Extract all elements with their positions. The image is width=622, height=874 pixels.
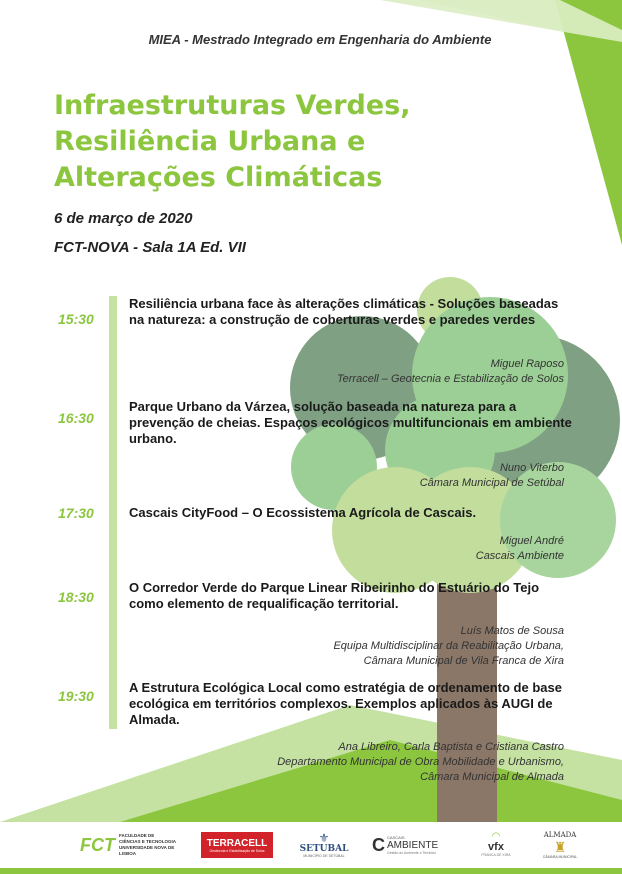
session-title: Resiliência urbana face às alterações climáticas - Soluções baseadas na natureza: a construção de coberturas verdes e paredes verdes xyxy=(129,296,559,327)
speaker-affiliation: Câmara Municipal de Almada xyxy=(420,771,564,783)
event-title-line: Infraestruturas Verdes, xyxy=(54,90,411,121)
vfx-arc-icon: ◠ xyxy=(491,831,501,842)
terracell-logo xyxy=(201,832,273,858)
event-title-line: Resiliência Urbana e xyxy=(54,126,366,157)
session-speaker xyxy=(333,624,564,669)
vfx-logo-name: vfx xyxy=(488,841,504,853)
speaker-affiliation: Cascais Ambiente xyxy=(475,550,564,562)
fct-logo-mark: FCT xyxy=(80,834,115,855)
terracell-logo-name: TERRACELL xyxy=(206,837,268,849)
speaker-affiliation: Equipa Multidisciplinar da Reabilitação Urbana, xyxy=(333,640,564,652)
vfx-logo-sub: FRANCA DE XIRA xyxy=(481,853,511,857)
terracell-logo-sub: Geotecnia e Estabilização de Solos xyxy=(209,848,265,853)
almada-logo-sub: CÂMARA MUNICIPAL xyxy=(542,855,578,859)
session-speaker xyxy=(420,461,564,491)
event-title-line: Alterações Climáticas xyxy=(54,162,383,193)
session-time: 17:30 xyxy=(58,505,94,521)
speaker-name: Luís Matos de Sousa xyxy=(460,625,564,637)
session-time: 16:30 xyxy=(58,410,94,426)
session-title: A Estrutura Ecológica Local como estratégia de ordenamento de base ecológica em territórios complexos. Exemplos aplicados às AUGI de Almada. xyxy=(129,680,562,727)
fct-logo-line: UNIVERSIDADE NOVA DE LISBOA xyxy=(119,845,175,856)
speaker-affiliation: Câmara Municipal de Setúbal xyxy=(419,477,564,489)
session-time: 18:30 xyxy=(58,589,94,605)
almada-logo xyxy=(534,822,586,868)
speaker-name: Nuno Viterbo xyxy=(499,462,564,474)
fct-logo-text xyxy=(119,833,190,857)
fct-logo-line: CIÊNCIAS E TECNOLOGIA xyxy=(119,839,177,844)
program-label: MIEA - Mestrado Integrado em Engenharia do Ambiente xyxy=(148,32,492,47)
session-speaker xyxy=(476,534,564,564)
speaker-name: Ana Libreiro, Carla Baptista e Cristiana Castro xyxy=(338,741,564,753)
vfx-logo xyxy=(466,828,526,862)
session-title: Parque Urbano da Várzea, solução baseada na natureza para a prevenção de cheias. Espaços ecológicos multifuncionais em ambiente urbano. xyxy=(129,399,572,446)
session-title: O Corredor Verde do Parque Linear Ribeirinho do Estuário do Tejo como elemento de requalificação territorial. xyxy=(129,580,540,611)
fct-logo xyxy=(80,828,190,862)
cascais-logo-text xyxy=(387,835,438,855)
cascais-ambiente-logo xyxy=(372,828,444,862)
session-speaker xyxy=(277,740,564,785)
timeline-bar xyxy=(109,296,117,729)
event-venue: FCT-NOVA - Sala 1A Ed. VII xyxy=(54,239,246,256)
setubal-logo-name: SETUBAL xyxy=(299,844,349,854)
cascais-logo-small: CASCAIS xyxy=(387,835,405,840)
speaker-name: Miguel André xyxy=(499,535,564,547)
event-title xyxy=(54,88,524,196)
speaker-affiliation: Departamento Municipal de Obra Mobilidade e Urbanismo, xyxy=(277,756,564,768)
session-title: Cascais CityFood – O Ecossistema Agrícola de Cascais. xyxy=(129,505,477,520)
setubal-logo-sub: MUNICÍPIO DE SETÚBAL xyxy=(303,854,345,858)
almada-crest-icon: ♜ xyxy=(553,839,567,855)
fct-logo-line: FACULDADE DE xyxy=(119,833,155,838)
speaker-affiliation: Câmara Municipal de Vila Franca de Xira xyxy=(363,655,564,667)
session-time: 15:30 xyxy=(58,311,94,327)
speaker-name: Miguel Raposo xyxy=(490,358,564,370)
almada-logo-name: ALMADA xyxy=(543,831,577,839)
setubal-crest-icon: ⚜ xyxy=(318,831,330,845)
cascais-c-icon: C xyxy=(372,834,385,855)
session-speaker xyxy=(337,357,564,387)
setubal-logo xyxy=(296,828,352,862)
cascais-logo-name: AMBIENTE xyxy=(387,840,439,851)
cascais-logo-sub: Gestão do Ambiente e Território xyxy=(387,851,437,855)
session-time: 19:30 xyxy=(58,688,94,704)
speaker-affiliation: Terracell – Geotecnia e Estabilização de Solos xyxy=(336,373,564,385)
event-date: 6 de março de 2020 xyxy=(54,210,193,227)
